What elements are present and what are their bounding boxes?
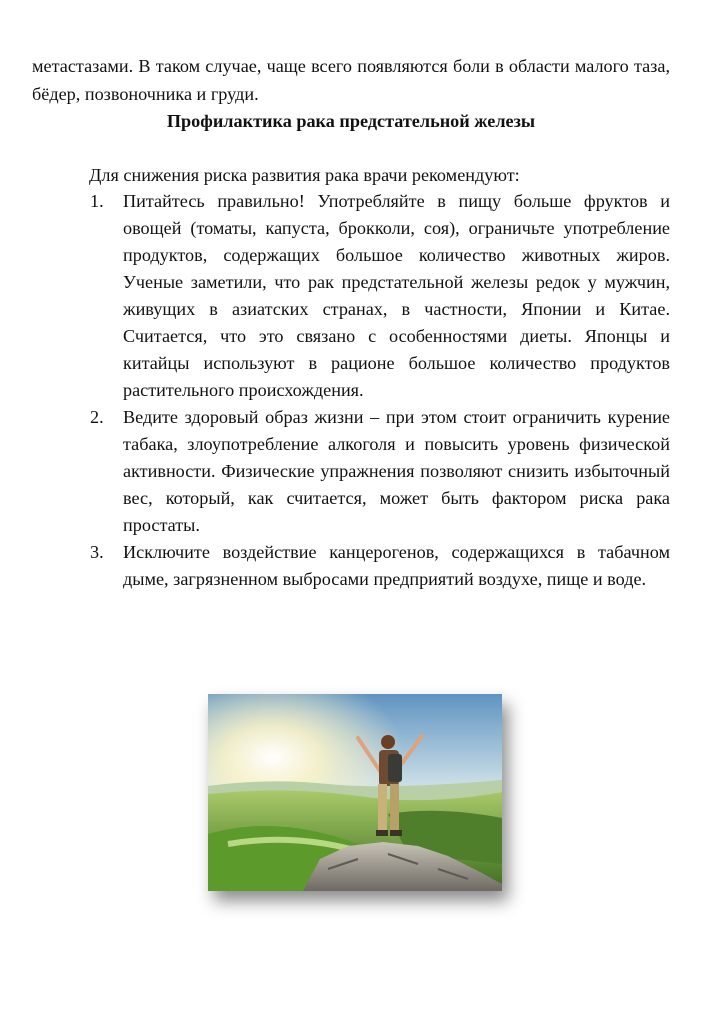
list-item-text: Питайтесь правильно! Употребляйте в пищу больше фруктов и овощей (томаты, капуста, брокколи, соя), ограничьте употребление продуктов, содержащих большое количество животных жиров. Ученые заметили, что рак предстательной железы редок у мужчин, живущих в азиатских странах, в частности, Японии и Китае. Считается, что это связано с особенностями диеты. Японцы и китайцы используют в рационе большое количество продуктов растительного происхождения. bbox=[123, 191, 670, 400]
mountain-photo bbox=[208, 694, 502, 891]
list-number: 3. bbox=[90, 542, 104, 562]
mountain-photo-image bbox=[208, 694, 502, 891]
list-item bbox=[32, 404, 670, 539]
list-item-text: Ведите здоровый образ жизни – при этом стоит ограничить курение табака, злоупотребление алкоголя и повысить уровень физической активности. Физические упражнения позволяют снизить избыточный вес, который, как считается, может быть фактором риска рака простаты. bbox=[123, 407, 670, 535]
section-heading: Профилактика рака предстательной железы bbox=[166, 111, 536, 131]
continued-paragraph: метастазами. В таком случае, чаще всего появляются боли в области малого таза, бёдер, позвоночника и груди. bbox=[32, 56, 670, 104]
list-item-text: Исключите воздействие канцерогенов, содержащихся в табачном дыме, загрязненном выбросами предприятий воздухе, пище и воде. bbox=[123, 542, 670, 589]
list-number: 1. bbox=[90, 191, 104, 211]
list-item bbox=[32, 539, 670, 593]
recommendation-list bbox=[32, 188, 670, 593]
list-item bbox=[32, 188, 670, 404]
list-number: 2. bbox=[90, 407, 104, 427]
intro-text: Для снижения риска развития рака врачи рекомендуют: bbox=[89, 165, 520, 185]
